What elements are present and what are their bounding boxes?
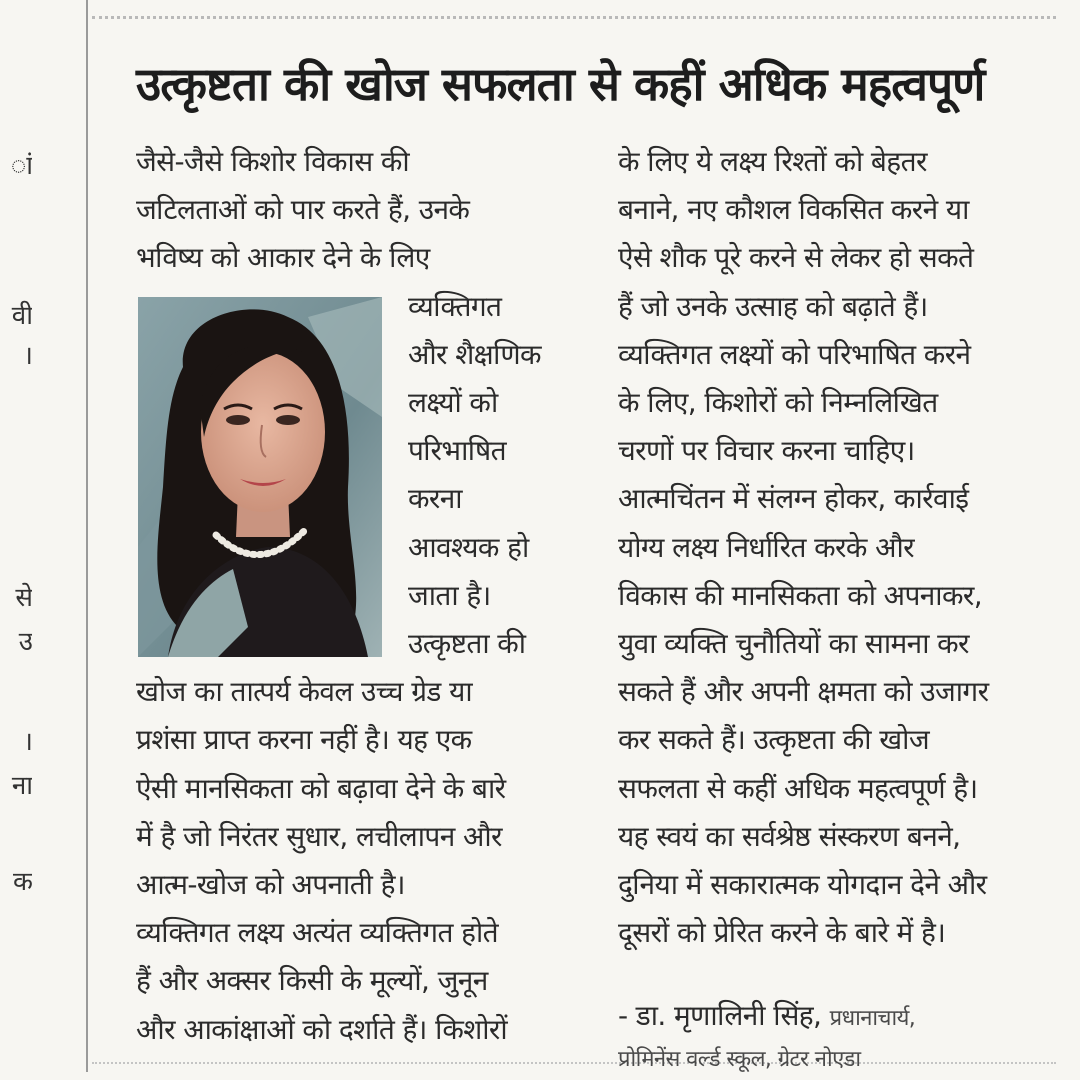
article-text-line: हैं और अक्सर किसी के मूल्यों, जुनून bbox=[136, 964, 488, 998]
article-text-line: जटिलताओं को पार करते हैं, उनके bbox=[136, 193, 470, 227]
article-text-line: हैं जो उनके उत्साह को बढ़ाते हैं। bbox=[618, 289, 928, 323]
edge-fragment: क bbox=[13, 867, 32, 897]
article-text-line: चरणों पर विचार करना चाहिए। bbox=[618, 434, 915, 468]
article-text-line: उत्कृष्टता की bbox=[408, 627, 526, 660]
column-divider bbox=[86, 0, 88, 1072]
article-text-line: आत्मचिंतन में संलग्न होकर, कार्रवाई bbox=[618, 482, 969, 516]
byline bbox=[618, 996, 915, 1039]
article-text-line: परिभाषित bbox=[408, 434, 506, 468]
article-text-line: यह स्वयं का सर्वश्रेष्ठ संस्करण बनने, bbox=[618, 819, 961, 853]
edge-fragment: से bbox=[15, 583, 32, 613]
author-name: - डा. मृणालिनी सिंह, bbox=[618, 999, 822, 1032]
article-text-line: भविष्य को आकार देने के लिए bbox=[136, 241, 430, 275]
article-text-line: ऐसे शौक पूरे करने से लेकर हो सकते bbox=[618, 241, 974, 275]
article-text-line: दुनिया में सकारात्मक योगदान देने और bbox=[618, 868, 987, 901]
adjacent-column-fragments bbox=[0, 0, 40, 1072]
article-text-line: और आकांक्षाओं को दर्शाते हैं। किशोरों bbox=[136, 1012, 508, 1046]
top-dotted-rule bbox=[92, 16, 1056, 19]
article-text-line: जाता है। bbox=[408, 578, 491, 612]
edge-fragment: ना bbox=[11, 771, 32, 801]
article-text-line: दूसरों को प्रेरित करने के बारे में है। bbox=[618, 916, 946, 950]
article-text-line: कर सकते हैं। उत्कृष्टता की खोज bbox=[618, 723, 929, 757]
edge-fragment: । bbox=[23, 727, 32, 757]
article-headline: उत्कृष्टता की खोज सफलता से कहीं अधिक महत्वपूर्ण bbox=[136, 57, 985, 111]
edge-fragment: ां bbox=[10, 151, 32, 181]
article-text-line: बनाने, नए कौशल विकसित करने या bbox=[618, 193, 969, 227]
article-text-line: व्यक्तिगत bbox=[408, 289, 502, 323]
author-photo bbox=[138, 297, 382, 657]
article-text-line: जैसे-जैसे किशोर विकास की bbox=[136, 145, 409, 178]
article-text-line: सफलता से कहीं अधिक महत्वपूर्ण है। bbox=[618, 771, 978, 805]
author-title: प्रधानाचार्य, bbox=[829, 1006, 916, 1031]
article-text-line: योग्य लक्ष्य निर्धारित करके और bbox=[618, 530, 914, 564]
edge-fragment: उ bbox=[18, 627, 32, 657]
article-text-line: व्यक्तिगत लक्ष्य अत्यंत व्यक्तिगत होते bbox=[136, 916, 498, 950]
author-school: प्रोमिनेंस वर्ल्ड स्कूल, ग्रेटर नोएडा bbox=[618, 1047, 861, 1072]
bottom-dotted-rule bbox=[92, 1062, 1056, 1064]
article-text-line: व्यक्तिगत लक्ष्यों को परिभाषित करने bbox=[618, 337, 971, 371]
article-text-line: आवश्यक हो bbox=[408, 530, 529, 564]
article-text-line: के लिए ये लक्ष्य रिश्तों को बेहतर bbox=[618, 145, 927, 178]
article-text-line: लक्ष्यों को bbox=[408, 386, 498, 419]
edge-fragment: वी bbox=[11, 301, 32, 331]
article-text-line: सकते हैं और अपनी क्षमता को उजागर bbox=[618, 675, 989, 709]
article-text-line: करना bbox=[408, 482, 462, 516]
article-text-line: आत्म-खोज को अपनाती है। bbox=[136, 868, 405, 901]
article-text-line: के लिए, किशोरों को निम्नलिखित bbox=[618, 386, 938, 419]
article-text-line: ऐसी मानसिकता को बढ़ावा देने के बारे bbox=[136, 771, 506, 805]
article-text-line: प्रशंसा प्राप्त करना नहीं है। यह एक bbox=[136, 723, 472, 757]
article-text-line: में है जो निरंतर सुधार, लचीलापन और bbox=[136, 819, 502, 853]
edge-fragment: । bbox=[23, 341, 32, 371]
article-text-line: खोज का तात्पर्य केवल उच्च ग्रेड या bbox=[136, 675, 472, 709]
article-text-line: विकास की मानसिकता को अपनाकर, bbox=[618, 578, 982, 612]
article-text-line: युवा व्यक्ति चुनौतियों का सामना कर bbox=[618, 627, 969, 660]
article-text-line: और शैक्षणिक bbox=[408, 337, 541, 371]
